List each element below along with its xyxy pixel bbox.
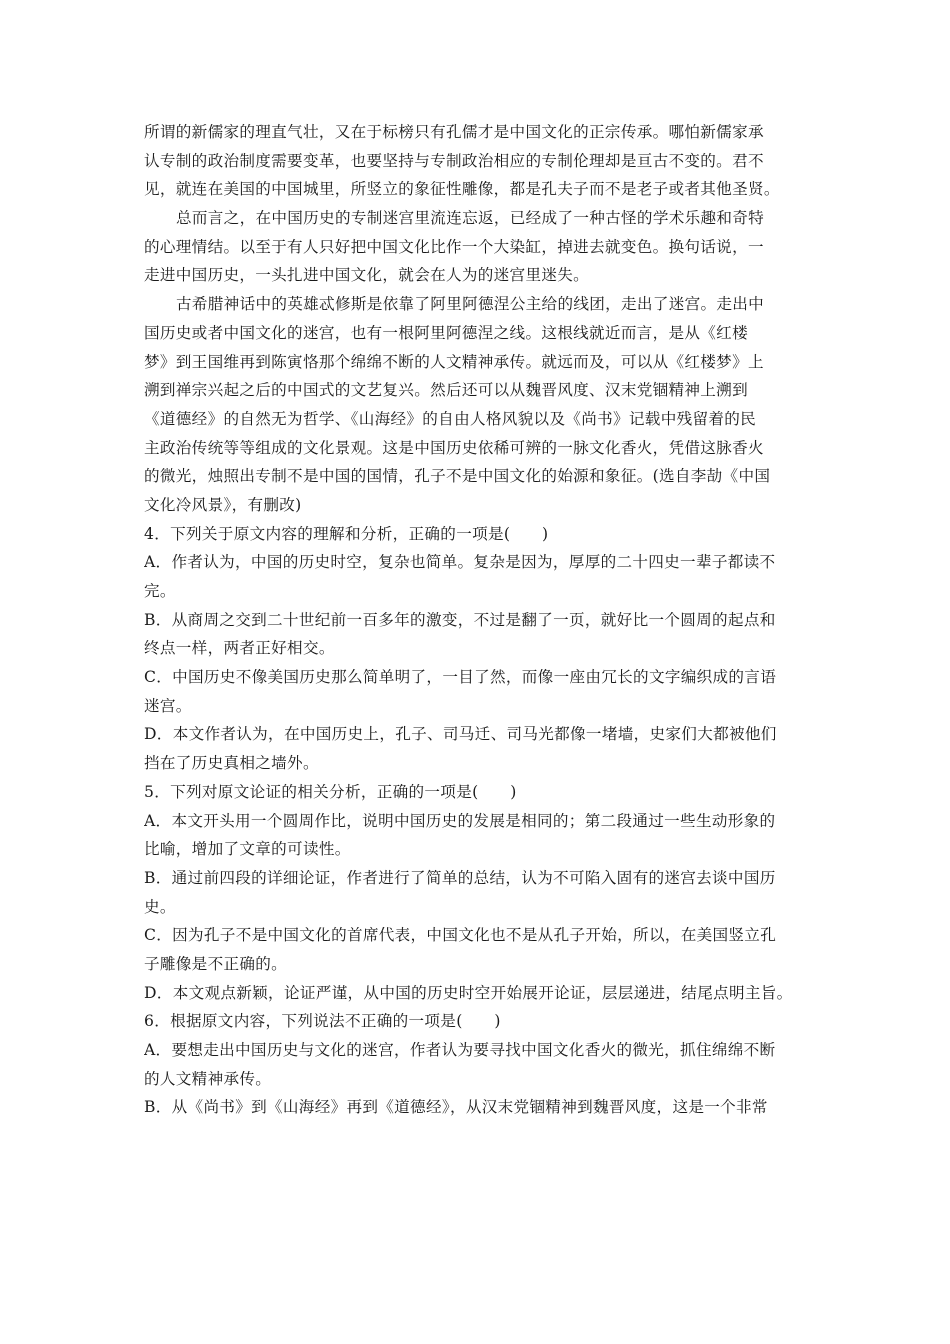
text-line: D．本文观点新颖，论证严谨，从中国的历史时空开始展开论证，层层递进，结尾点明主旨。 xyxy=(144,983,793,1002)
text-line: 迷宫。 xyxy=(144,696,192,715)
text-line: 比喻，增加了文章的可读性。 xyxy=(144,840,351,859)
text-line: 《道德经》的自然无为哲学、《山海经》的自由人格风貌以及《尚书》记载中残留着的民 xyxy=(144,409,757,428)
text-line: 溯到禅宗兴起之后的中国式的文艺复兴。然后还可以从魏晋风度、汉末党锢精神上溯到 xyxy=(144,381,748,400)
text-line: 4．下列关于原文内容的理解和分析，正确的一项是( ) xyxy=(144,524,549,543)
text-line: D．本文作者认为，在中国历史上，孔子、司马迁、司马光都像一堵墙，史家们大都被他们 xyxy=(144,725,777,744)
text-line: 总而言之，在中国历史的专制迷宫里流连忘返，已经成了一种古怪的学术乐趣和奇特 xyxy=(176,209,765,228)
text-line: B．从商周之交到二十世纪前一百多年的激变，不过是翻了一页，就好比一个圆周的起点和 xyxy=(144,610,776,629)
text-line: 完。 xyxy=(144,582,176,600)
text-line: C．中国历史不像美国历史那么简单明了，一目了然，而像一座由冗长的文字编织成的言语 xyxy=(144,668,777,687)
text-line: 古希腊神话中的英雄忒修斯是依靠了阿里阿德涅公主给的线团，走出了迷宫。走出中 xyxy=(176,295,765,314)
text-line: A．本文开头用一个圆周作比，说明中国历史的发展是相同的；第二段通过一些生动形象的 xyxy=(144,811,776,830)
text-line: 史。 xyxy=(144,897,176,916)
text-line: 文化冷风景》，有删改) xyxy=(144,495,302,514)
text-line: 国历史或者中国文化的迷宫，也有一根阿里阿德涅之线。这根线就近而言，是从《红楼 xyxy=(144,323,748,342)
text-line: 终点一样，两者正好相交。 xyxy=(144,639,335,658)
text-line: 5．下列对原文论证的相关分析，正确的一项是( ) xyxy=(144,782,517,801)
text-line: A．作者认为，中国的历史时空，复杂也简单。复杂是因为，厚厚的二十四史一辈子都读不 xyxy=(144,553,776,572)
document-body xyxy=(144,118,808,1122)
text-line: 6．根据原文内容，下列说法不正确的一项是( ) xyxy=(144,1012,501,1031)
text-line: 的人文精神承传。 xyxy=(144,1069,272,1088)
text-line: C．因为孔子不是中国文化的首席代表，中国文化也不是从孔子开始，所以，在美国竖立孔 xyxy=(144,926,777,945)
text-line: 的心理情结。以至于有人只好把中国文化比作一个大染缸，掉进去就变色。换句话说，一 xyxy=(144,237,764,256)
text-line: 所谓的新儒家的理直气壮，又在于标榜只有孔儒才是中国文化的正宗传承。哪怕新儒家承 xyxy=(144,123,764,141)
text-line: 的微光，烛照出专制不是中国的国情，孔子不是中国文化的始源和象征。(选自李劼《中国 xyxy=(144,467,771,486)
text-line: 子雕像是不正确的。 xyxy=(144,954,288,973)
text-line: 见，就连在美国的中国城里，所竖立的象征性雕像，都是孔夫子而不是老子或者其他圣贤。 xyxy=(144,180,780,199)
text-line: 梦》到王国维再到陈寅恪那个绵绵不断的人文精神承传。就远而及，可以从《红楼梦》上 xyxy=(144,352,764,371)
text-line: B．从《尚书》到《山海经》再到《道德经》，从汉末党锢精神到魏晋风度，这是一个非常 xyxy=(144,1098,768,1117)
text-line: B．通过前四段的详细论证，作者进行了简单的总结，认为不可陷入固有的迷宫去谈中国历 xyxy=(144,868,776,887)
text-line: 走进中国历史，一头扎进中国文化，就会在人为的迷宫里迷失。 xyxy=(144,266,590,285)
text-line: 主政治传统等等组成的文化景观。这是中国历史依稀可辨的一脉文化香火，凭借这脉香火 xyxy=(144,438,764,457)
text-line: 认专制的政治制度需要变革，也要坚持与专制政治相应的专制伦理却是亘古不变的。君不 xyxy=(144,151,764,170)
text-line: A．要想走出中国历史与文化的迷宫，作者认为要寻找中国文化香火的微光，抓住绵绵不断 xyxy=(144,1041,776,1059)
text-line: 挡在了历史真相之墙外。 xyxy=(144,754,319,773)
